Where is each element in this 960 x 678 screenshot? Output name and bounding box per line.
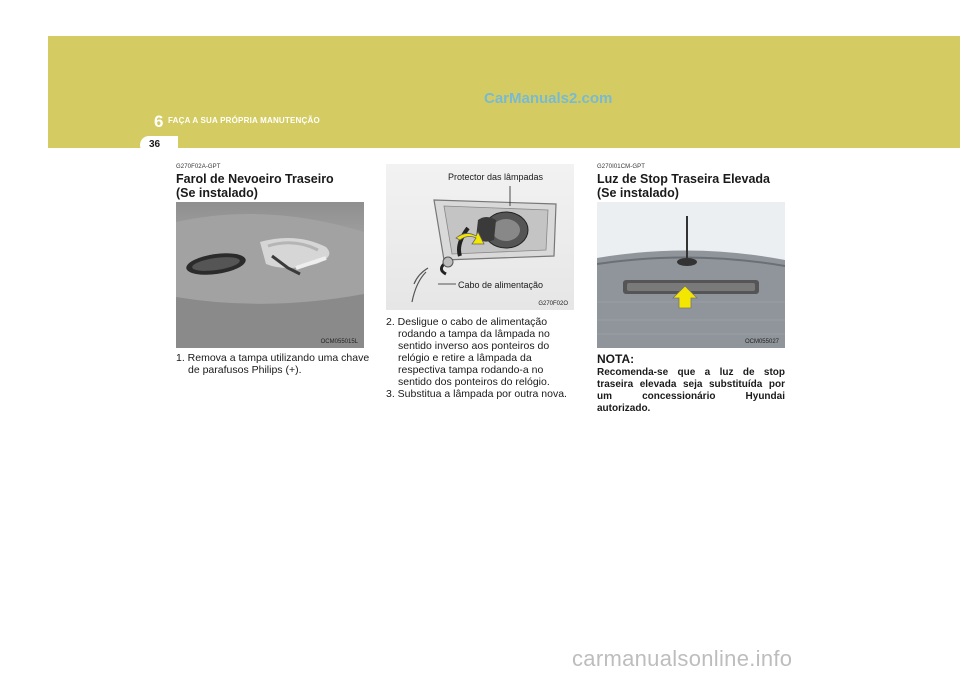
page-number: 36 [149,139,161,150]
photo-caption-stop-lamp: OCM055027 [744,339,779,345]
callout-power-cable: Cabo de alimentação [458,280,544,290]
stop-lamp-illustration [597,202,785,348]
photo-lamp-assembly [386,164,574,310]
callout-lamp-protector: Protector das lâmpadas [448,172,544,182]
watermark-link-top[interactable]: CarManuals2.com [484,90,613,107]
rear-bumper-illustration [176,202,364,348]
step-3-text: 3. Substitua a lâmpada por outra nova. [386,388,567,400]
step-1-text: 1. Remova a tampa utilizando uma chave de parafusos Philips (+). [176,352,370,376]
chapter-title: FAÇA A SUA PRÓPRIA MANUTENÇÃO [168,116,320,125]
steps-2-3 [386,316,576,400]
heading-fog-lamp [176,172,366,200]
section-code-fog-lamp: G270F02A-GPT [176,164,221,170]
chapter-number: 6 [154,112,164,131]
photo-rear-fog-lamp [176,202,364,348]
heading-stop-lamp-line1: Luz de Stop Traseira Elevada [597,172,770,186]
heading-fog-lamp-line1: Farol de Nevoeiro Traseiro [176,172,334,186]
note-text: Recomenda-se que a luz de stop traseira elevada seja substituída por um concessionário Hyundai autorizado. [597,367,785,414]
step-2-text: 2. Desligue o cabo de alimentação rodando a tampa da lâmpada no sentido inverso aos ponteiros do relógio e retire a lâmpada da respectiva tampa rodando-a no sentido dos ponteiros do relógio. [386,316,550,388]
section-code-stop-lamp: G270I01CM-GPT [597,164,645,170]
note-title: NOTA: [597,352,635,366]
heading-stop-lamp [597,172,787,200]
photo-caption-fog-lamp: OCM055015L [320,339,358,345]
heading-fog-lamp-line2: (Se instalado) [176,186,258,200]
watermark-bottom[interactable]: carmanualsonline.info [572,646,793,671]
photo-high-mount-stop-lamp [597,202,785,348]
photo-caption-lamp-assembly: G270F02O [538,301,568,307]
heading-stop-lamp-line2: (Se instalado) [597,186,679,200]
